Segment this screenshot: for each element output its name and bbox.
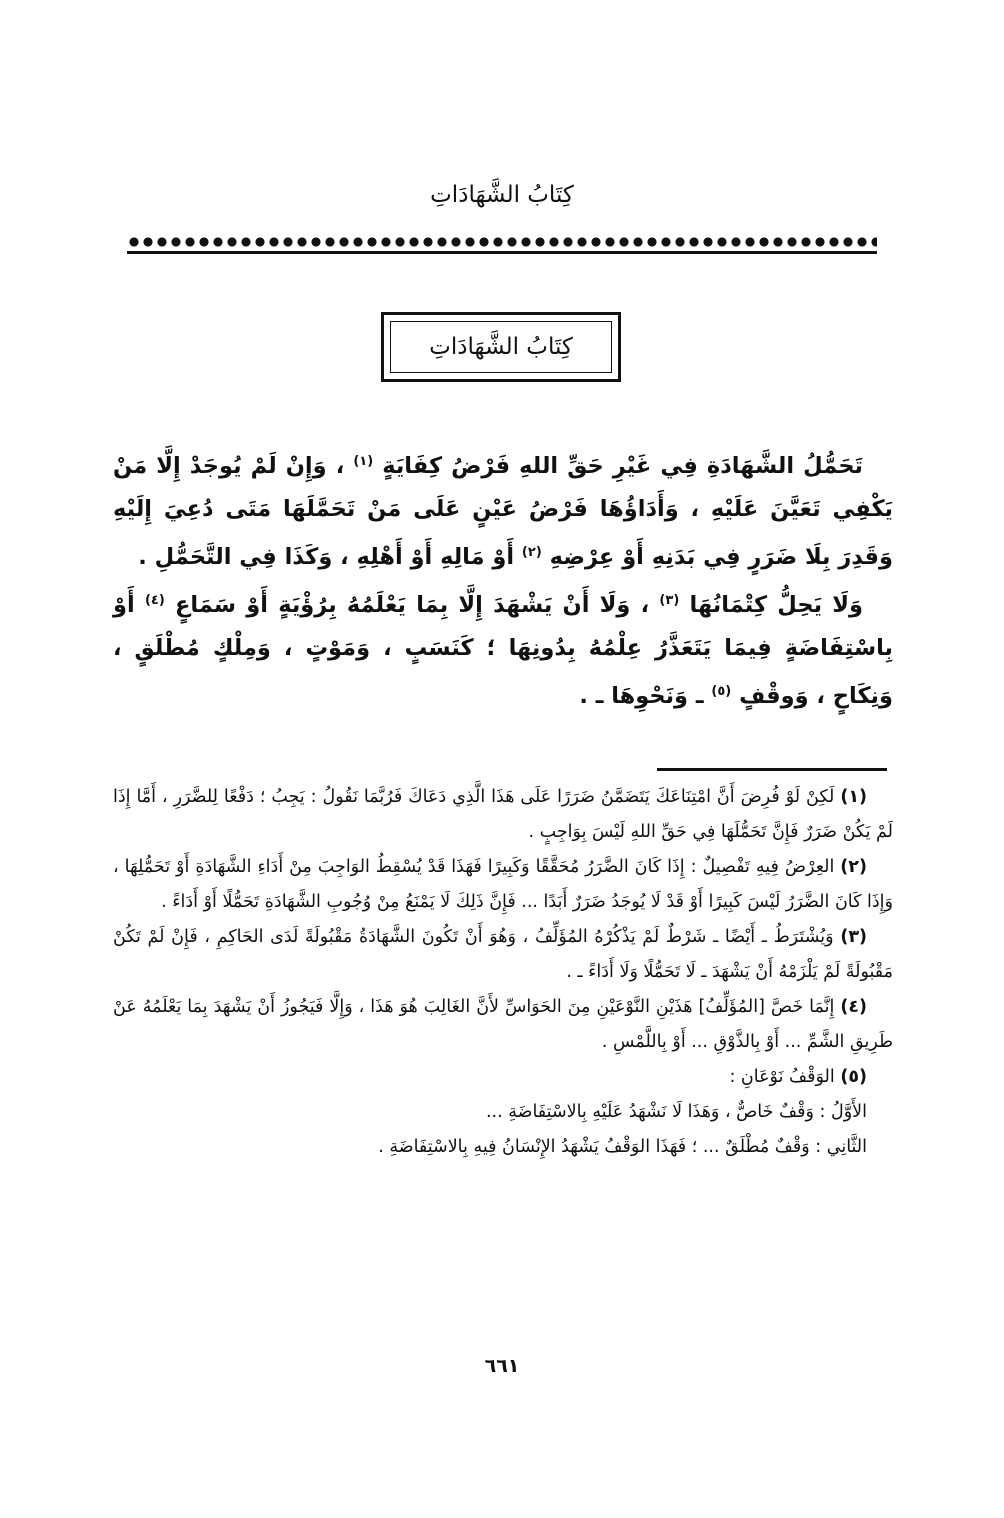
- footnote-number: (٥): [840, 1067, 867, 1087]
- chapter-title: كِتَابُ الشَّهَادَاتِ: [390, 321, 612, 373]
- main-text: [113, 440, 893, 718]
- running-header-title: كِتَابُ الشَّهَادَاتِ: [430, 182, 574, 208]
- footnote-ref-3[interactable]: (٣): [659, 593, 680, 608]
- text-segment: ، وَإِنْ لَمْ يُوجَدْ إِلَّا مَنْ يَكْفِي تَعَيَّنَ عَلَيْهِ ، وَأَدَاؤُهَا فَرْضُ عَيْنٍ عَلَى مَنْ تَحَمَّلَهَا مَتَى دُعِيَ إِلَيْهِ وَقَدِرَ بِلَا ضَرَرٍ فِي بَدَنِهِ أَوْ عِرْضِهِ: [113, 453, 893, 570]
- footnote-5-line-1: الأَوَّلُ : وَقْفٌ خَاصٌّ ، وَهَذَا لَا نَشْهَدُ عَلَيْهِ بِالاسْتِفَاضَةِ ...: [485, 1102, 867, 1122]
- paragraph-1: [113, 440, 893, 579]
- chapter-title-box: [381, 312, 621, 382]
- footnote-text: وَيُشْتَرَطُ ـ أَيْضًا ـ شَرْطٌ لَمْ يَذْكُرْهُ المُؤَلِّفُ ، وَهُوَ أَنْ تَكُونَ الشَّهَادَةُ مَقْبُولَةً لَدَى الحَاكِمِ ، فَإِنْ لَمْ تَكُنْ مَقْبُولَةً لَمْ يَلْزَمْهُ أَنْ يَشْهَدَ ـ لَا تَحَمُّلًا وَلَا أَدَاءً ـ .: [113, 927, 893, 982]
- footnote-ref-2[interactable]: (٢): [521, 545, 542, 560]
- footnote-5-line-2: الثَّانِي : وَقْفٌ مُطْلَقٌ ... ؛ فَهَذَا الوَقْفُ يَشْهَدُ الإِنْسَانُ فِيهِ بِالاسْتِفَاضَةِ .: [378, 1137, 867, 1157]
- footnote-number: (١): [840, 787, 867, 807]
- text-segment: ، وَلَا أَنْ يَشْهَدَ إِلَّا بِمَا يَعْلَمُهُ بِرُؤْيَةٍ أَوْ سَمَاعٍ: [175, 592, 650, 618]
- text-segment: وَلَا يَحِلُّ كِتْمَانُهَا: [689, 592, 863, 618]
- footnote-text: الوَقْفُ نَوْعَانِ :: [729, 1067, 835, 1087]
- page-number: ٦٦١: [484, 1355, 520, 1377]
- text-segment: أَوْ مَالِهِ أَوْ أَهْلِهِ ، وَكَذَا فِي التَّحَمُّلِ .: [138, 544, 515, 570]
- text-segment: ـ وَنَحْوِهَا ـ .: [579, 683, 704, 709]
- text-segment: أَوْ بِاسْتِفَاضَةٍ فِيمَا يَتَعَذَّرُ عِلْمُهُ بِدُونِهَا ؛ كَنَسَبٍ ، وَمَوْتٍ ، وَمِلْكٍ مُطْلَقٍ ، وَنِكَاحٍ ، وَوقْفٍ: [113, 592, 893, 709]
- footnote-ref-5[interactable]: (٥): [711, 684, 732, 699]
- text-segment: تَحَمُّلُ الشَّهَادَةِ فِي غَيْرِ حَقِّ اللهِ فَرْضُ كِفَايَةٍ: [382, 453, 863, 479]
- footnote-5: [113, 1060, 893, 1095]
- paragraph-2: [113, 579, 893, 718]
- footnote-number: (٤): [840, 997, 867, 1017]
- footnote-text: لَكِنْ لَوْ فُرِضَ أَنَّ امْتِنَاعَكَ يَتَضَمَّنُ ضَرَرًا عَلَى هَذَا الَّذِي دَعَاكَ فَرُبَّمَا نَقُولُ : يَجِبُ ؛ دَفْعًا لِلضَّرَرِ ، أَمَّا إِذَا لَمْ يَكُنْ ضَرَرٌ فَإِنَّ تَحَمُّلَهَا فِي حَقِّ اللهِ لَيْسَ بِوَاجِبٍ .: [113, 787, 893, 842]
- header-rule-line: [127, 251, 877, 254]
- footnotes: [113, 780, 893, 1165]
- footnote-number: (٢): [840, 857, 867, 877]
- footnote-4: [113, 990, 893, 1060]
- footnote-1: [113, 780, 893, 850]
- footnote-3: [113, 920, 893, 990]
- footnote-ref-1[interactable]: (١): [353, 454, 374, 469]
- footnote-separator: [657, 768, 887, 771]
- footnote-text: إِنَّمَا خَصَّ [المُؤَلِّفُ] هَذَيْنِ النَّوْعَيْنِ مِنَ الحَوَاسِّ لأَنَّ الغَالِبَ هُوَ هَذَا ، وَإِلَّا فَيَجُوزُ أَنْ يَشْهَدَ بِمَا يَعْلَمُهُ عَنْ طَرِيقِ الشَّمِّ ... أَوْ بِالذَّوْقِ ... أَوْ بِاللَّمْسِ .: [113, 997, 893, 1052]
- footnote-ref-4[interactable]: (٤): [144, 593, 165, 608]
- footnote-number: (٣): [840, 927, 867, 947]
- footnote-text: العِرْضُ فِيهِ تَفْصِيلٌ : إِذَا كَانَ الضَّرَرُ مُحَقَّقًا وَكَبِيرًا فَهَذَا قَدْ يُسْقِطُ الوَاجِبَ مِنْ أَدَاءِ الشَّهَادَةِ أَوْ تَحَمُّلِهَا ، وَإِذَا كَانَ الضَّرَرُ لَيْسَ كَبِيرًا أَوْ قَدْ لَا يُوجَدُ ضَرَرٌ أَبَدًا ... فَإِنَّ ذَلِكَ لَا يَمْنَعُ مِنْ وُجُوبِ الشَّهَادَةِ تَحَمُّلًا أَوْ أَدَاءً .: [113, 857, 893, 912]
- footnote-2: [113, 850, 893, 920]
